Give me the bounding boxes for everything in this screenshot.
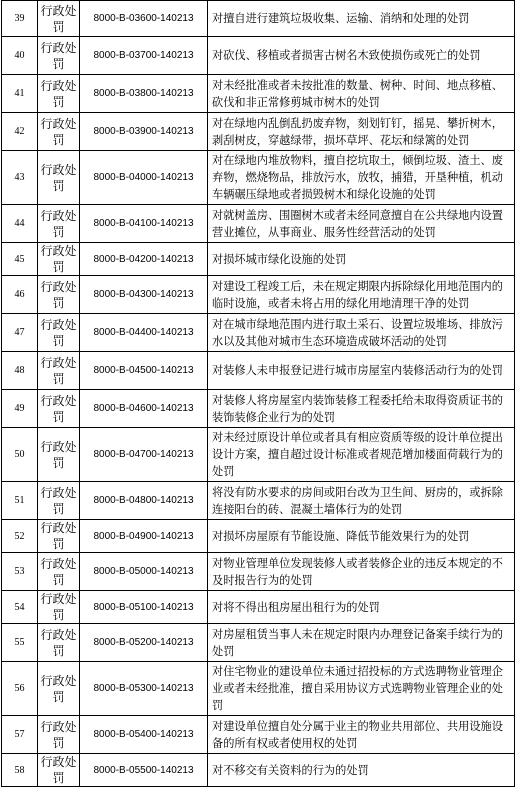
- row-code: 8000-B-04400-140213: [80, 314, 208, 352]
- row-item: 对损坏城市绿化设施的处罚: [208, 243, 515, 276]
- row-item: 对在城市绿地范围内进行取土采石、设置垃圾堆场、排放污水以及其他对城市生态环境造成破坏活动的处罚: [208, 314, 515, 352]
- row-code: 8000-B-04600-140213: [80, 390, 208, 428]
- table-row: [2, 352, 515, 390]
- row-type: 行政处罚: [38, 151, 80, 205]
- row-code: 8000-B-04900-140213: [80, 520, 208, 553]
- row-type: 行政处罚: [38, 314, 80, 352]
- table-body: [2, 1, 515, 787]
- row-code: 8000-B-05500-140213: [80, 754, 208, 787]
- row-number: 42: [2, 113, 38, 151]
- row-number: 55: [2, 624, 38, 662]
- row-type: 行政处罚: [38, 520, 80, 553]
- row-type: 行政处罚: [38, 662, 80, 716]
- table-row: [2, 75, 515, 113]
- row-item: 对未经过原设计单位或者具有相应资质等级的设计单位提出设计方案，擅自超过设计标准或者规范增加楼面荷载行为的处罚: [208, 428, 515, 482]
- penalty-table: [1, 0, 515, 787]
- row-code: 8000-B-04100-140213: [80, 205, 208, 243]
- row-item: 对装修人将房屋室内装饰装修工程委托给未取得资质证书的装饰装修企业行为的处罚: [208, 390, 515, 428]
- row-type: 行政处罚: [38, 591, 80, 624]
- row-number: 39: [2, 1, 38, 37]
- row-number: 53: [2, 553, 38, 591]
- row-code: 8000-B-05400-140213: [80, 716, 208, 754]
- row-code: 8000-B-05200-140213: [80, 624, 208, 662]
- row-code: 8000-B-05000-140213: [80, 553, 208, 591]
- table-row: [2, 243, 515, 276]
- row-number: 44: [2, 205, 38, 243]
- row-item: 对损坏房屋原有节能设施、降低节能效果行为的处罚: [208, 520, 515, 553]
- row-number: 46: [2, 276, 38, 314]
- row-type: 行政处罚: [38, 482, 80, 520]
- row-item: 对就树盖房、围圈树木或者未经同意擅自在公共绿地内设置营业摊位，从事商业、服务性经营活动的处罚: [208, 205, 515, 243]
- row-item: 对装修人未申报登记进行城市房屋室内装修活动行为的处罚: [208, 352, 515, 390]
- row-type: 行政处罚: [38, 553, 80, 591]
- row-item: 对物业管理单位发现装修人或者装修企业的违反本规定的不及时报告行为的处罚: [208, 553, 515, 591]
- row-code: 8000-B-04500-140213: [80, 352, 208, 390]
- row-code: 8000-B-04200-140213: [80, 243, 208, 276]
- row-item: 对在绿地内堆放物料，擅自挖坑取土，倾倒垃圾、渣土、废弃物，燃烧物品，排放污水，放牧，捕猎，开垦种植，机动车辆碾压绿地或者损毁树木和绿化设施的处罚: [208, 151, 515, 205]
- row-item: 对将不得出租房屋出租行为的处罚: [208, 591, 515, 624]
- table-row: [2, 591, 515, 624]
- row-type: 行政处罚: [38, 428, 80, 482]
- table-row: [2, 482, 515, 520]
- row-number: 49: [2, 390, 38, 428]
- row-type: 行政处罚: [38, 1, 80, 37]
- table-row: [2, 624, 515, 662]
- row-code: 8000-B-03600-140213: [80, 1, 208, 37]
- row-type: 行政处罚: [38, 624, 80, 662]
- table-row: [2, 151, 515, 205]
- row-item: 对房屋租赁当事人未在规定时限内办理登记备案手续行为的处罚: [208, 624, 515, 662]
- table-row: [2, 113, 515, 151]
- row-code: 8000-B-05300-140213: [80, 662, 208, 716]
- row-code: 8000-B-03700-140213: [80, 37, 208, 75]
- row-type: 行政处罚: [38, 352, 80, 390]
- row-item: 对建设工程竣工后，未在规定期限内拆除绿化用地范围内的临时设施，或者未将占用的绿化用地清理干净的处罚: [208, 276, 515, 314]
- row-number: 43: [2, 151, 38, 205]
- row-item: 将没有防水要求的房间或阳台改为卫生间、厨房的，或拆除连接阳台的砖、混凝土墙体行为的处罚: [208, 482, 515, 520]
- row-item: 对砍伐、移植或者损害古树名木致使损伤或死亡的处罚: [208, 37, 515, 75]
- table-row: [2, 314, 515, 352]
- row-number: 45: [2, 243, 38, 276]
- row-item: 对擅自进行建筑垃圾收集、运输、消纳和处理的处罚: [208, 1, 515, 37]
- row-item: 对不移交有关资料的行为的处罚: [208, 754, 515, 787]
- row-item: 对建设单位擅自处分属于业主的物业共用部位、共用设施设备的所有权或者使用权的处罚: [208, 716, 515, 754]
- row-number: 51: [2, 482, 38, 520]
- row-item: 对住宅物业的建设单位未通过招投标的方式选聘物业管理企业或者未经批准，擅自采用协议方式选聘物业管理企业的处罚: [208, 662, 515, 716]
- row-type: 行政处罚: [38, 75, 80, 113]
- row-number: 54: [2, 591, 38, 624]
- row-item: 对未经批准或者未按批准的数量、树种、时间、地点移植、砍伐和非正常修剪城市树木的处罚: [208, 75, 515, 113]
- row-number: 48: [2, 352, 38, 390]
- row-type: 行政处罚: [38, 390, 80, 428]
- table-row: [2, 662, 515, 716]
- row-number: 50: [2, 428, 38, 482]
- row-item: 对在绿地内乱倒乱扔废弃物，刻划钉钉，摇晃、攀折树木，剥刮树皮，穿越绿带，损坏草坪、花坛和绿篱的处罚: [208, 113, 515, 151]
- table-row: [2, 716, 515, 754]
- row-type: 行政处罚: [38, 754, 80, 787]
- row-number: 56: [2, 662, 38, 716]
- table-row: [2, 553, 515, 591]
- table-row: [2, 1, 515, 37]
- table-row: [2, 390, 515, 428]
- table-row: [2, 37, 515, 75]
- row-code: 8000-B-03800-140213: [80, 75, 208, 113]
- table-row: [2, 276, 515, 314]
- row-number: 47: [2, 314, 38, 352]
- row-number: 57: [2, 716, 38, 754]
- row-type: 行政处罚: [38, 716, 80, 754]
- row-type: 行政处罚: [38, 205, 80, 243]
- row-type: 行政处罚: [38, 243, 80, 276]
- table-row: [2, 520, 515, 553]
- row-code: 8000-B-03900-140213: [80, 113, 208, 151]
- row-type: 行政处罚: [38, 37, 80, 75]
- row-number: 52: [2, 520, 38, 553]
- table-row: [2, 428, 515, 482]
- row-type: 行政处罚: [38, 113, 80, 151]
- row-code: 8000-B-04800-140213: [80, 482, 208, 520]
- row-code: 8000-B-04000-140213: [80, 151, 208, 205]
- row-code: 8000-B-04700-140213: [80, 428, 208, 482]
- table-row: [2, 205, 515, 243]
- row-number: 40: [2, 37, 38, 75]
- row-code: 8000-B-05100-140213: [80, 591, 208, 624]
- row-type: 行政处罚: [38, 276, 80, 314]
- table-row: [2, 754, 515, 787]
- row-number: 58: [2, 754, 38, 787]
- row-code: 8000-B-04300-140213: [80, 276, 208, 314]
- row-number: 41: [2, 75, 38, 113]
